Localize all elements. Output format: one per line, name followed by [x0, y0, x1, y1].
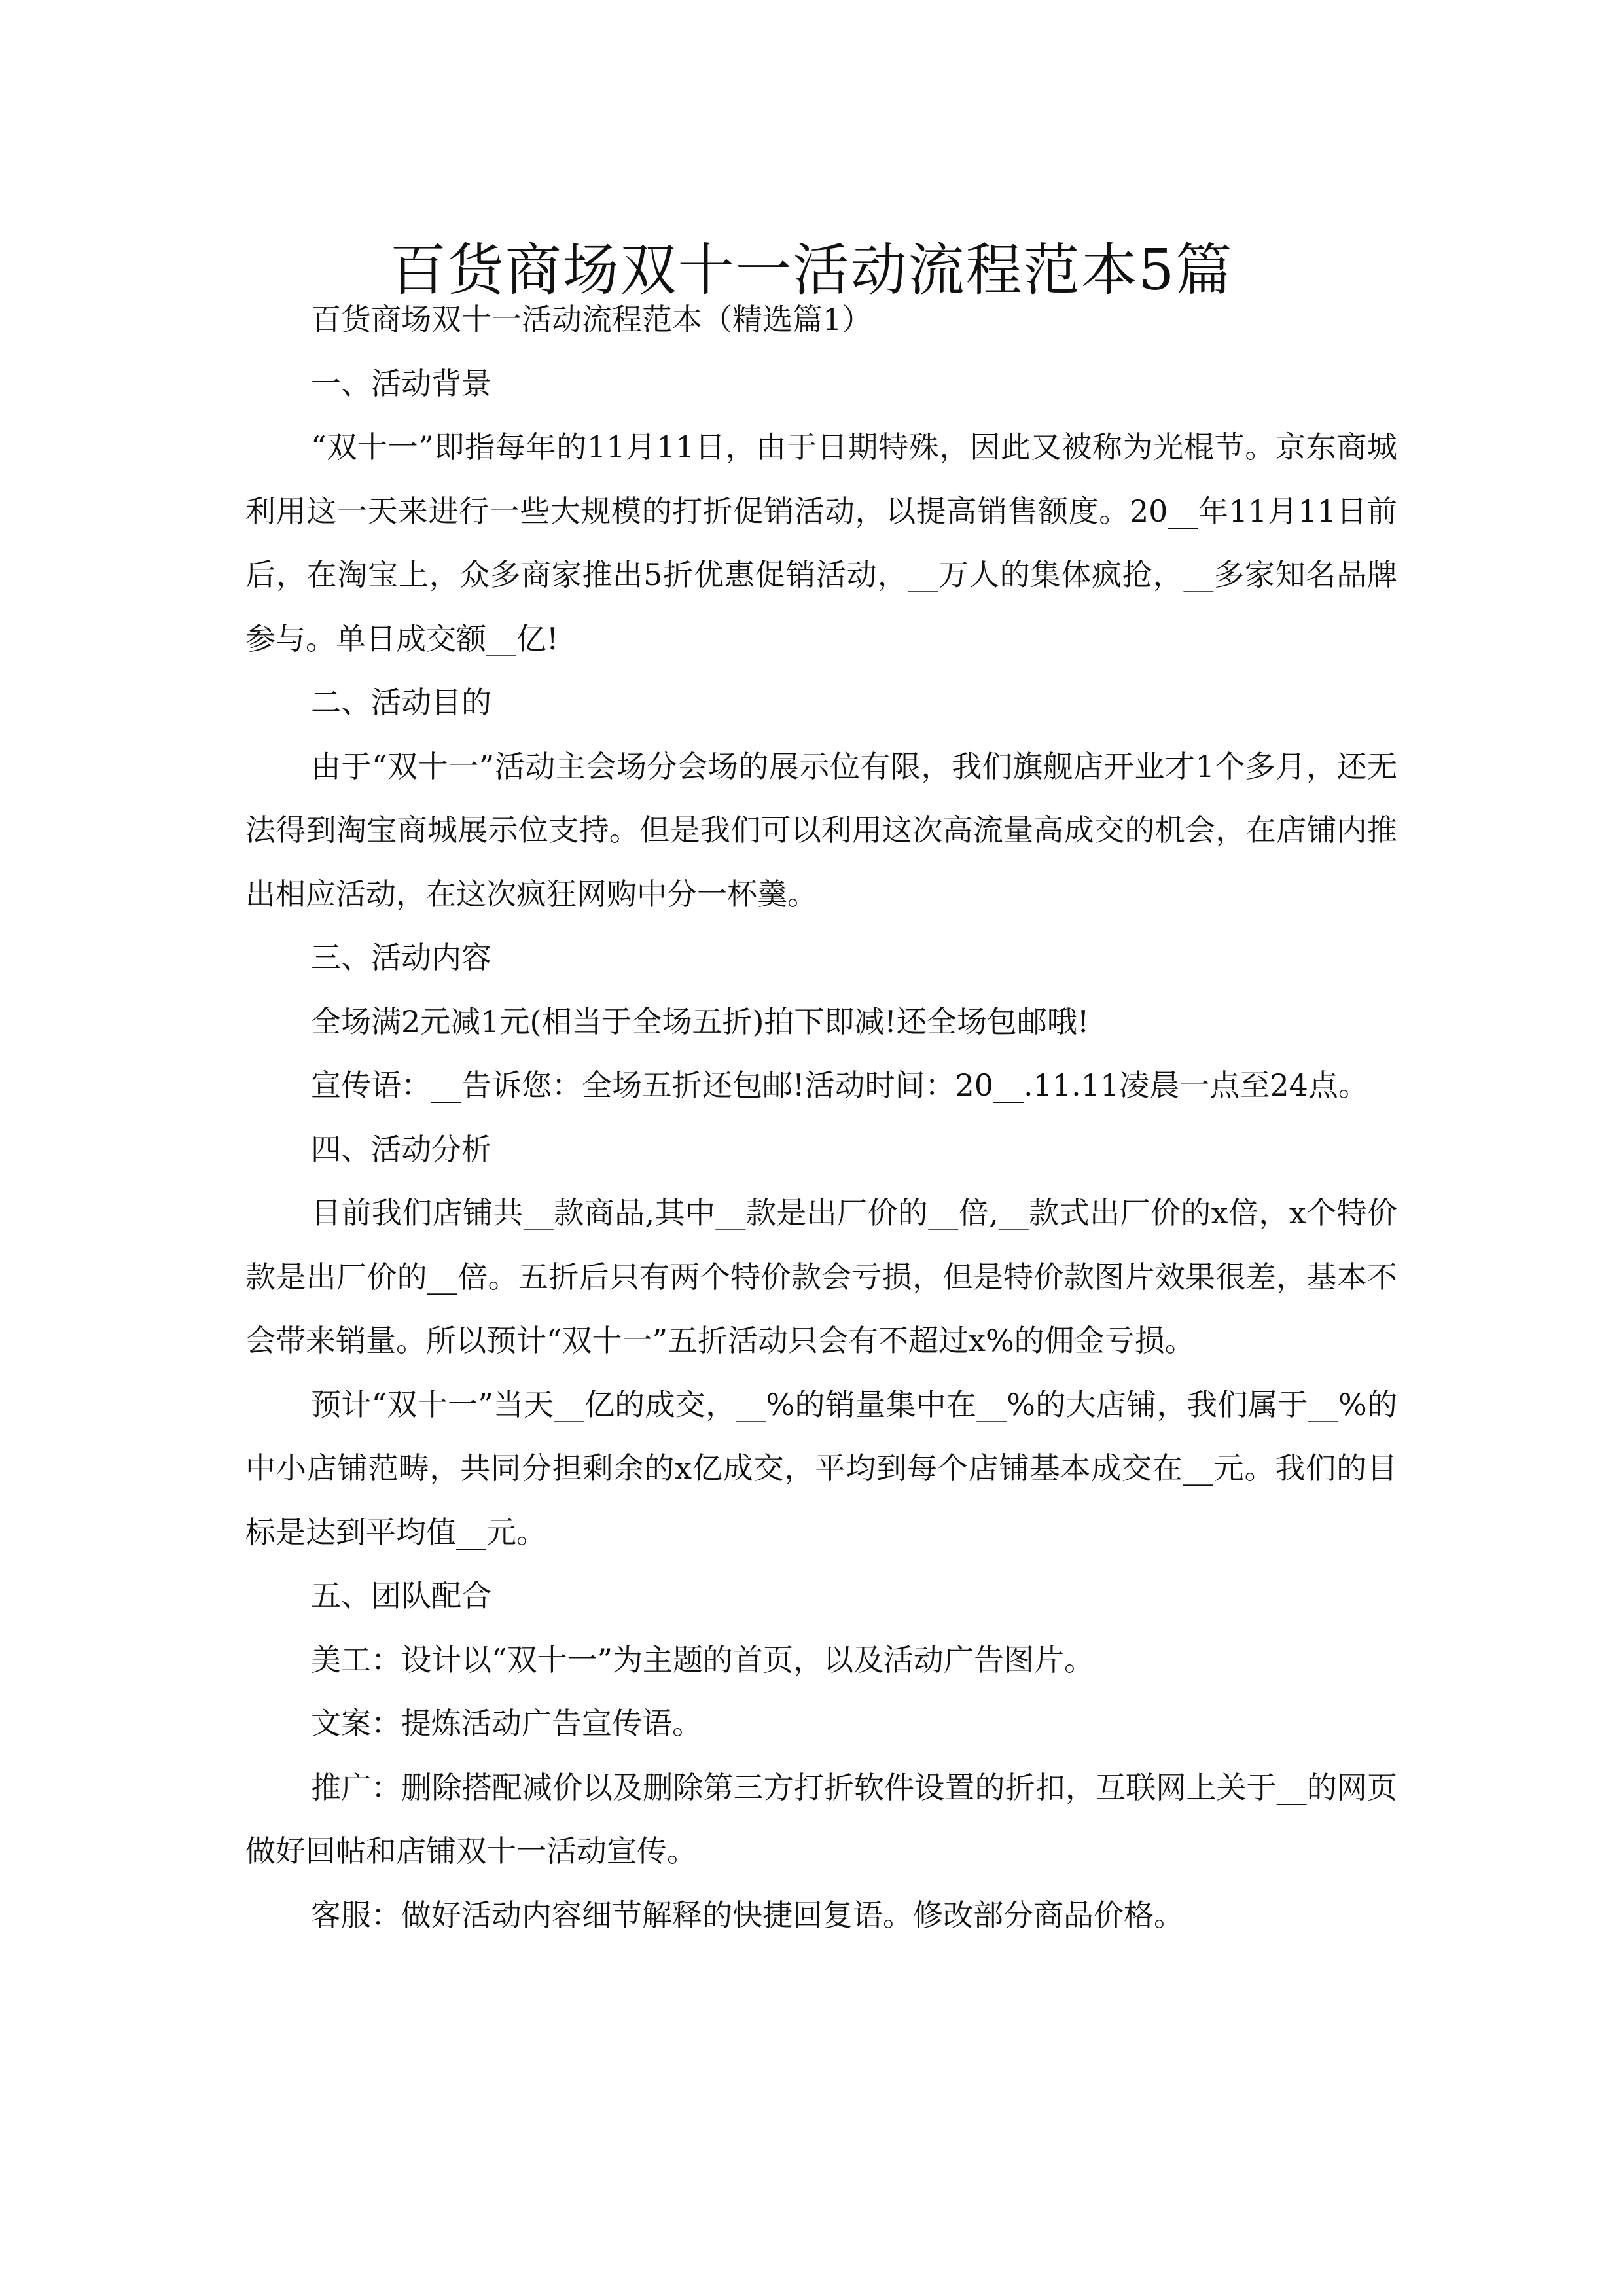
paragraph: 推广：删除搭配减价以及删除第三方打折软件设置的折扣，互联网上关于__的网页做好回帖和店铺双十一活动宣传。 — [245, 1769, 1397, 1869]
document-body — [245, 288, 1397, 1947]
section-heading-background: 一、活动背景 — [311, 365, 491, 401]
document-title: 百货商场双十一活动流程范本5篇 — [389, 237, 1234, 303]
paragraph: 目前我们店铺共__款商品,其中__款是出厂价的__倍,__款式出厂价的x倍，x个特价款是出厂价的__倍。五折后只有两个特价款会亏损，但是特价款图片效果很差，基本不会带来销量。所以预计“双十一”五折活动只会有不超过x%的佣金亏损。 — [245, 1195, 1397, 1358]
paragraph: 宣传语：__告诉您：全场五折还包邮!活动时间：20__.11.11凌晨一点至24点。 — [311, 1067, 1368, 1103]
paragraph: 美工：设计以“双十一”为主题的首页，以及活动广告图片。 — [311, 1641, 1095, 1677]
paragraph: 由于“双十一”活动主会场分会场的展示位有限，我们旗舰店开业才1个多月，还无法得到淘宝商城展示位支持。但是我们可以利用这次高流量高成交的机会，在店铺内推出相应活动，在这次疯狂网购中分一杯羹。 — [245, 748, 1397, 912]
section-heading-content: 三、活动内容 — [311, 940, 491, 975]
paragraph: 预计“双十一”当天__亿的成交，__%的销量集中在__%的大店铺，我们属于__%的中小店铺范畴，共同分担剩余的x亿成交，平均到每个店铺基本成交在__元。我们的目标是达到平均值__元。 — [245, 1386, 1397, 1550]
section-heading-team: 五、团队配合 — [311, 1578, 491, 1613]
article-subtitle: 百货商场双十一活动流程范本（精选篇1） — [311, 302, 872, 337]
section-heading-purpose: 二、活动目的 — [311, 685, 491, 720]
paragraph: 客服：做好活动内容细节解释的快捷回复语。修改部分商品价格。 — [311, 1897, 1184, 1933]
paragraph: “双十一”即指每年的11月11日，由于日期特殊，因此又被称为光棍节。京东商城利用这一天来进行一些大规模的打折促销活动，以提高销售额度。20__年11月11日前后，在淘宝上，众多商家推出5折优惠促销活动，__万人的集体疯抢，__多家知名品牌参与。单日成交额__亿! — [245, 429, 1397, 656]
section-heading-analysis: 四、活动分析 — [311, 1131, 491, 1167]
paragraph: 文案：提炼活动广告宣传语。 — [311, 1706, 702, 1741]
paragraph: 全场满2元减1元(相当于全场五折)拍下即减!还全场包邮哦! — [311, 1003, 1090, 1039]
